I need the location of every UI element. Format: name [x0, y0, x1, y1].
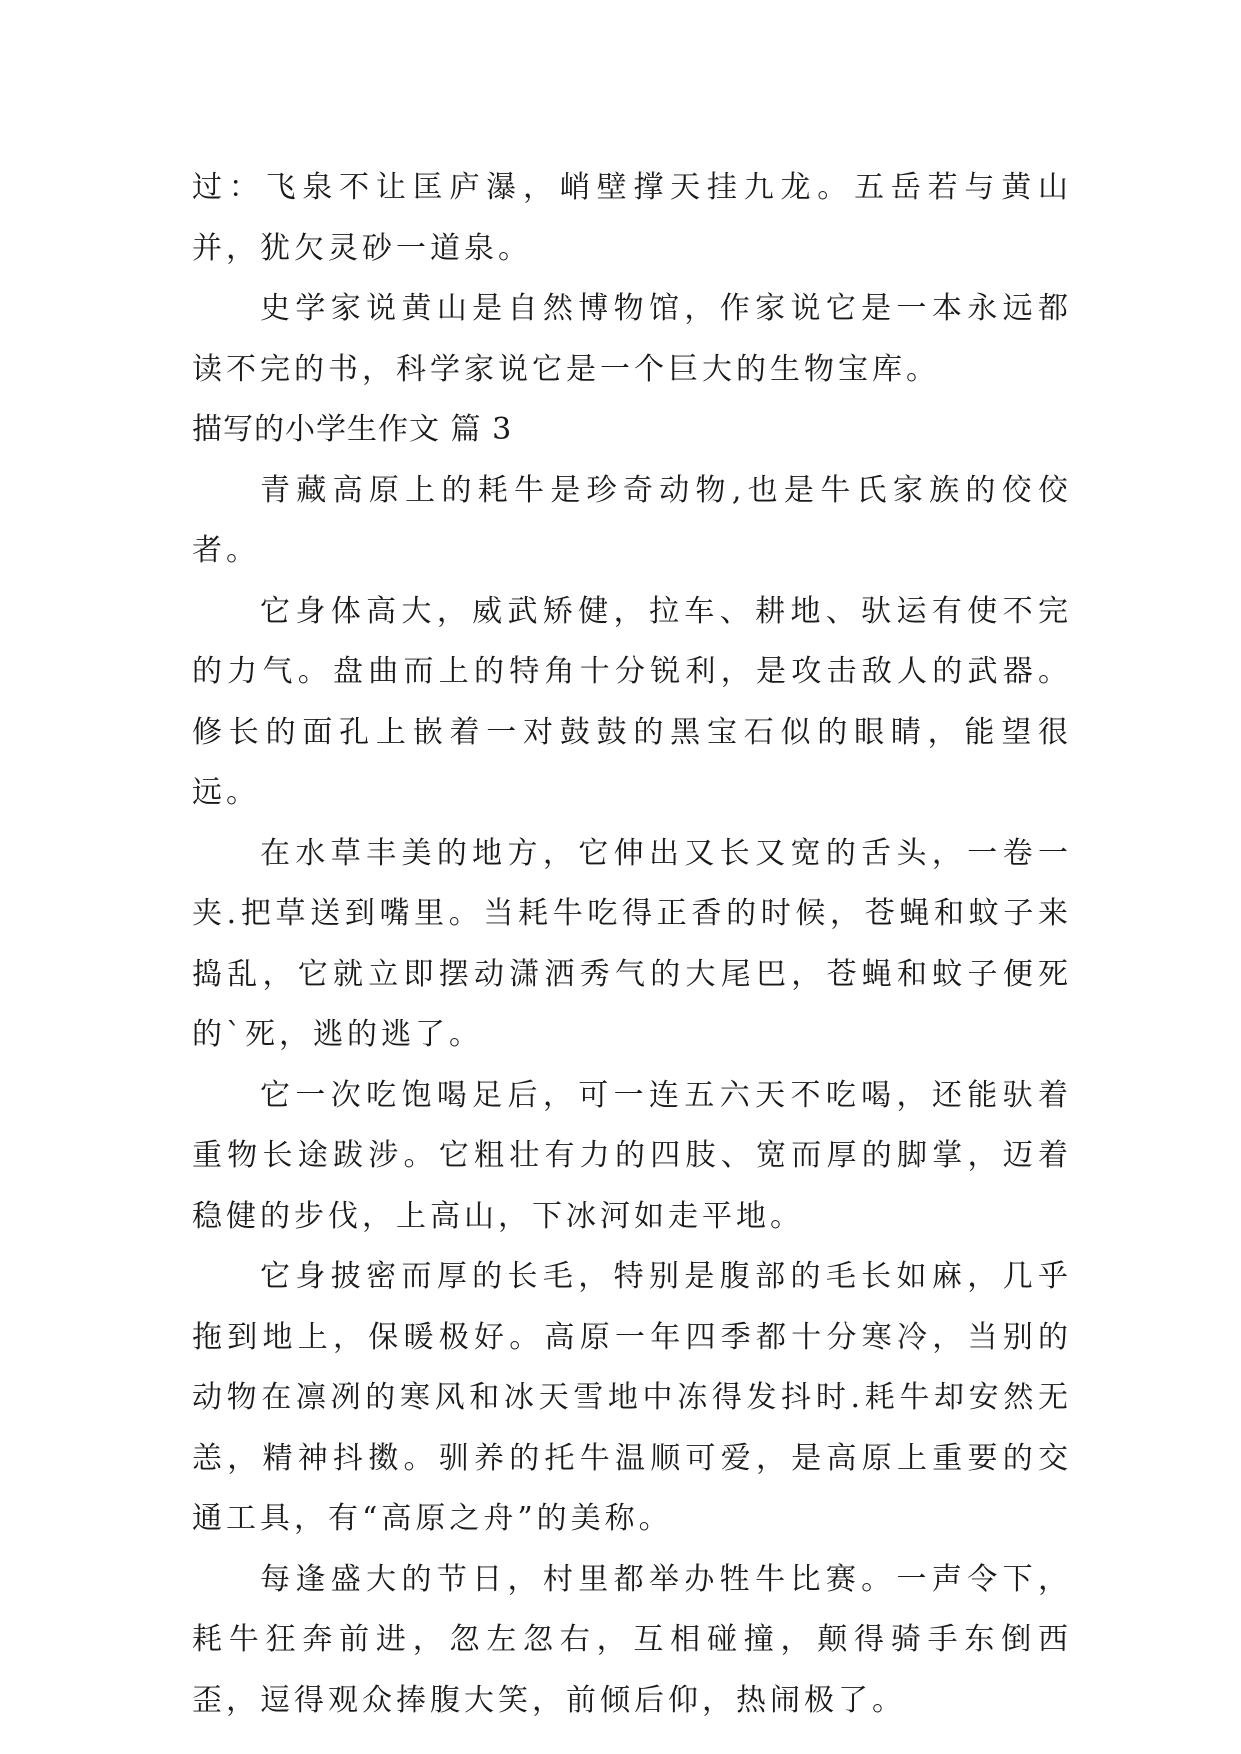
paragraph: 它一次吃饱喝足后，可一连五六天不吃喝，还能驮着重物长途跋涉。它粗壮有力的四肢、宽而厚的脚掌，迈着稳健的步伐，上高山，下冰河如走平地。 — [192, 1077, 1072, 1234]
paragraph: 它身披密而厚的长毛，特别是腹部的毛长如麻，几乎拖到地上，保暖极好。高原一年四季都十分寒冷，当别的动物在凛冽的寒风和冰天雪地中冻得发抖时.耗牛却安然无恙，精神抖擞。驯养的托牛温顺可爱，是高原上重要的交通工具，有“高原之舟”的美称。 — [192, 1259, 1072, 1536]
document-page — [192, 158, 1072, 1731]
paragraph: 它身体高大，威武矫健，拉车、耕地、驮运有使不完的力气。盘曲而上的特角十分锐利，是攻击敌人的武器。修长的面孔上嵌着一对鼓鼓的黑宝石似的眼睛，能望很远。 — [192, 593, 1072, 810]
paragraph: 过：飞泉不让匡庐瀑，峭壁撑天挂九龙。五岳若与黄山并，犹欠灵砂一道泉。 — [192, 170, 1072, 266]
paragraph: 在水草丰美的地方，它伸出又长又宽的舌头，一卷一夹.把草送到嘴里。当耗牛吃得正香的时候，苍蝇和蚊子来捣乱，它就立即摆动潇洒秀气的大尾巴，苍蝇和蚊子便死的`死，逃的逃了。 — [192, 835, 1072, 1052]
paragraph: 每逢盛大的节日，村里都举办牲牛比赛。一声令下，耗牛狂奔前进，忽左忽右，互相碰撞，颠得骑手东倒西歪，逗得观众捧腹大笑，前倾后仰，热闹极了。 — [192, 1561, 1072, 1718]
paragraph: 青藏高原上的耗牛是珍奇动物,也是牛氏家族的佼佼者。 — [192, 472, 1072, 568]
paragraph: 史学家说黄山是自然博物馆，作家说它是一本永远都读不完的书，科学家说它是一个巨大的生物宝库。 — [192, 291, 1072, 387]
section-heading: 描写的小学生作文 篇 3 — [192, 412, 513, 447]
